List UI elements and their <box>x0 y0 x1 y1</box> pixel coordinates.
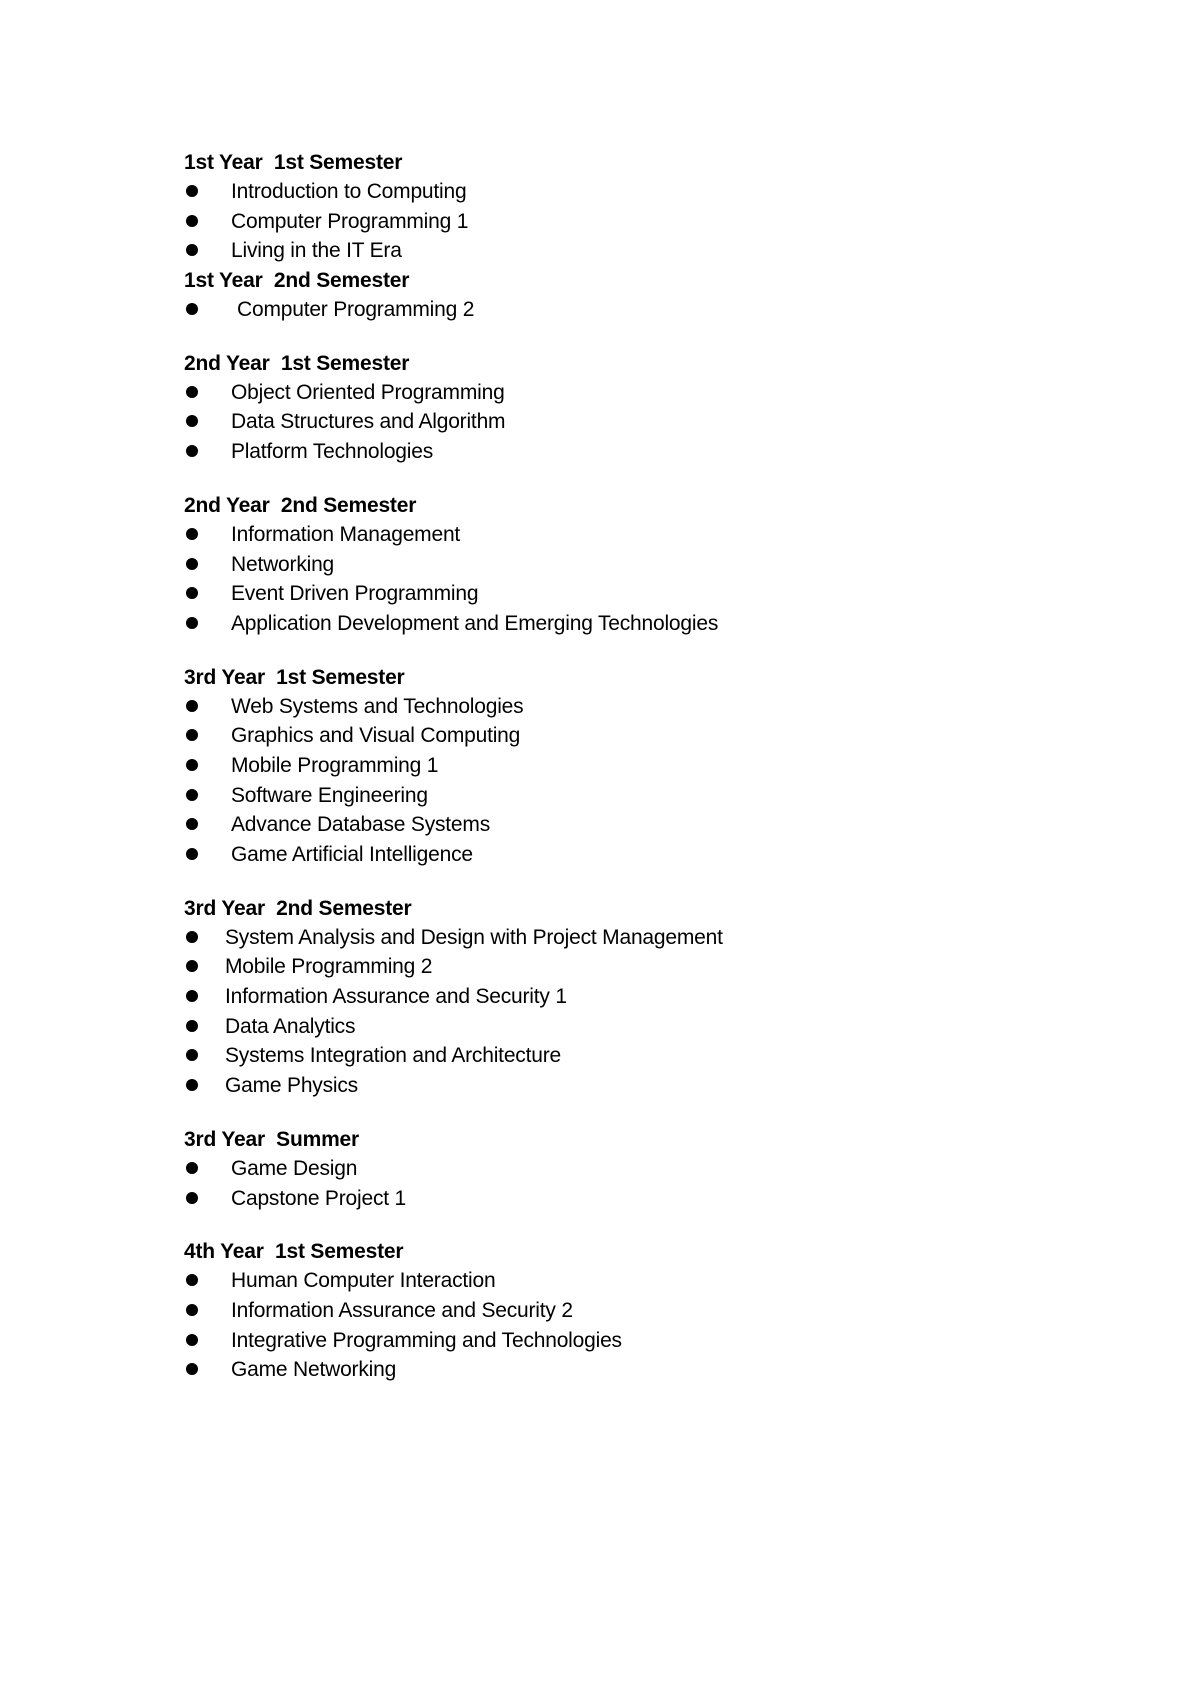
course-label: Game Networking <box>231 1358 397 1382</box>
semester-section <box>184 266 1084 325</box>
course-item <box>184 923 1084 953</box>
course-list <box>184 923 1084 1101</box>
semester-heading: 3rd Year Summer <box>184 1127 360 1151</box>
course-item <box>184 437 1084 467</box>
semester-heading: 3rd Year 2nd Semester <box>184 896 412 920</box>
bullet-icon <box>186 759 198 771</box>
course-list <box>184 692 1084 870</box>
course-item <box>184 721 1084 751</box>
bullet-icon <box>186 528 198 540</box>
course-label: Mobile Programming 2 <box>225 955 433 979</box>
course-label: Computer Programming 2 <box>237 298 475 322</box>
course-item <box>184 609 1084 639</box>
semester-section <box>184 491 1084 639</box>
course-item <box>184 952 1084 982</box>
course-label: Event Driven Programming <box>231 582 479 606</box>
semester-section <box>184 148 1084 266</box>
course-label: Computer Programming 1 <box>231 209 469 233</box>
semester-section <box>184 894 1084 1101</box>
course-list <box>184 177 1084 266</box>
bullet-icon <box>186 729 198 741</box>
bullet-icon <box>186 617 198 629</box>
course-label: Mobile Programming 1 <box>231 753 439 777</box>
bullet-icon <box>186 244 198 256</box>
bullet-icon <box>186 1304 198 1316</box>
bullet-icon <box>186 185 198 197</box>
course-label: Game Design <box>231 1156 358 1180</box>
course-label: Object Oriented Programming <box>231 380 505 404</box>
bullet-icon <box>186 848 198 860</box>
bullet-icon <box>186 1049 198 1061</box>
semester-section <box>184 663 1084 870</box>
course-list <box>184 520 1084 639</box>
course-label: Information Management <box>231 522 461 546</box>
course-label: Data Analytics <box>225 1014 356 1038</box>
curriculum-content <box>184 148 1084 1385</box>
semester-heading: 1st Year 2nd Semester <box>184 269 410 293</box>
bullet-icon <box>186 1334 198 1346</box>
bullet-icon <box>186 1020 198 1032</box>
bullet-icon <box>186 1079 198 1091</box>
course-label: Living in the IT Era <box>231 239 402 263</box>
course-label: Software Engineering <box>231 783 428 807</box>
bullet-icon <box>186 386 198 398</box>
course-item <box>184 295 1084 325</box>
course-item <box>184 1154 1084 1184</box>
bullet-icon <box>186 700 198 712</box>
semester-heading: 1st Year 1st Semester <box>184 151 403 174</box>
course-label: Information Assurance and Security 2 <box>231 1298 573 1322</box>
course-label: Graphics and Visual Computing <box>231 724 521 748</box>
course-item <box>184 550 1084 580</box>
course-item <box>184 810 1084 840</box>
course-item <box>184 692 1084 722</box>
course-item <box>184 1041 1084 1071</box>
semester-section <box>184 349 1084 467</box>
course-item <box>184 751 1084 781</box>
semester-heading: 2nd Year 1st Semester <box>184 351 410 375</box>
bullet-icon <box>186 587 198 599</box>
course-item <box>184 1184 1084 1214</box>
course-item <box>184 840 1084 870</box>
course-label: System Analysis and Design with Project Management <box>225 925 723 949</box>
course-item <box>184 1326 1084 1356</box>
semester-heading: 4th Year 1st Semester <box>184 1240 404 1264</box>
semester-heading: 3rd Year 1st Semester <box>184 665 405 689</box>
bullet-icon <box>186 215 198 227</box>
course-label: Application Development and Emerging Technologies <box>231 611 719 635</box>
course-label: Platform Technologies <box>231 440 434 464</box>
course-label: Game Physics <box>225 1074 358 1098</box>
bullet-icon <box>186 303 198 315</box>
course-label: Data Structures and Algorithm <box>231 410 506 434</box>
course-item <box>184 781 1084 811</box>
bullet-icon <box>186 818 198 830</box>
course-item <box>184 982 1084 1012</box>
course-item <box>184 1296 1084 1326</box>
bullet-icon <box>186 789 198 801</box>
bullet-icon <box>186 1162 198 1174</box>
course-label: Human Computer Interaction <box>231 1269 496 1293</box>
course-list <box>184 1154 1084 1213</box>
bullet-icon <box>186 415 198 427</box>
course-item <box>184 520 1084 550</box>
course-item <box>184 579 1084 609</box>
course-label: Introduction to Computing <box>231 180 467 203</box>
bullet-icon <box>186 1363 198 1375</box>
course-list <box>184 1266 1084 1385</box>
bullet-icon <box>186 960 198 972</box>
course-label: Advance Database Systems <box>231 813 491 837</box>
course-label: Capstone Project 1 <box>231 1186 407 1210</box>
bullet-icon <box>186 558 198 570</box>
course-item <box>184 236 1084 266</box>
course-item <box>184 1266 1084 1296</box>
semester-heading: 2nd Year 2nd Semester <box>184 493 417 517</box>
course-item <box>184 1012 1084 1042</box>
course-label: Systems Integration and Architecture <box>225 1044 561 1068</box>
bullet-icon <box>186 1192 198 1204</box>
course-item <box>184 207 1084 237</box>
semester-section <box>184 1237 1084 1385</box>
course-label: Game Artificial Intelligence <box>231 843 473 866</box>
bullet-icon <box>186 931 198 943</box>
bullet-icon <box>186 1274 198 1286</box>
semester-section <box>184 1125 1084 1213</box>
course-label: Networking <box>231 552 335 576</box>
course-item <box>184 1071 1084 1101</box>
bullet-icon <box>186 445 198 457</box>
course-label: Web Systems and Technologies <box>231 694 524 718</box>
course-list <box>184 295 1084 325</box>
course-item <box>184 177 1084 207</box>
course-label: Information Assurance and Security 1 <box>225 985 567 1009</box>
course-list <box>184 378 1084 467</box>
bullet-icon <box>186 990 198 1002</box>
course-item <box>184 1355 1084 1385</box>
course-label: Integrative Programming and Technologies <box>231 1328 622 1352</box>
course-item <box>184 378 1084 408</box>
course-item <box>184 407 1084 437</box>
